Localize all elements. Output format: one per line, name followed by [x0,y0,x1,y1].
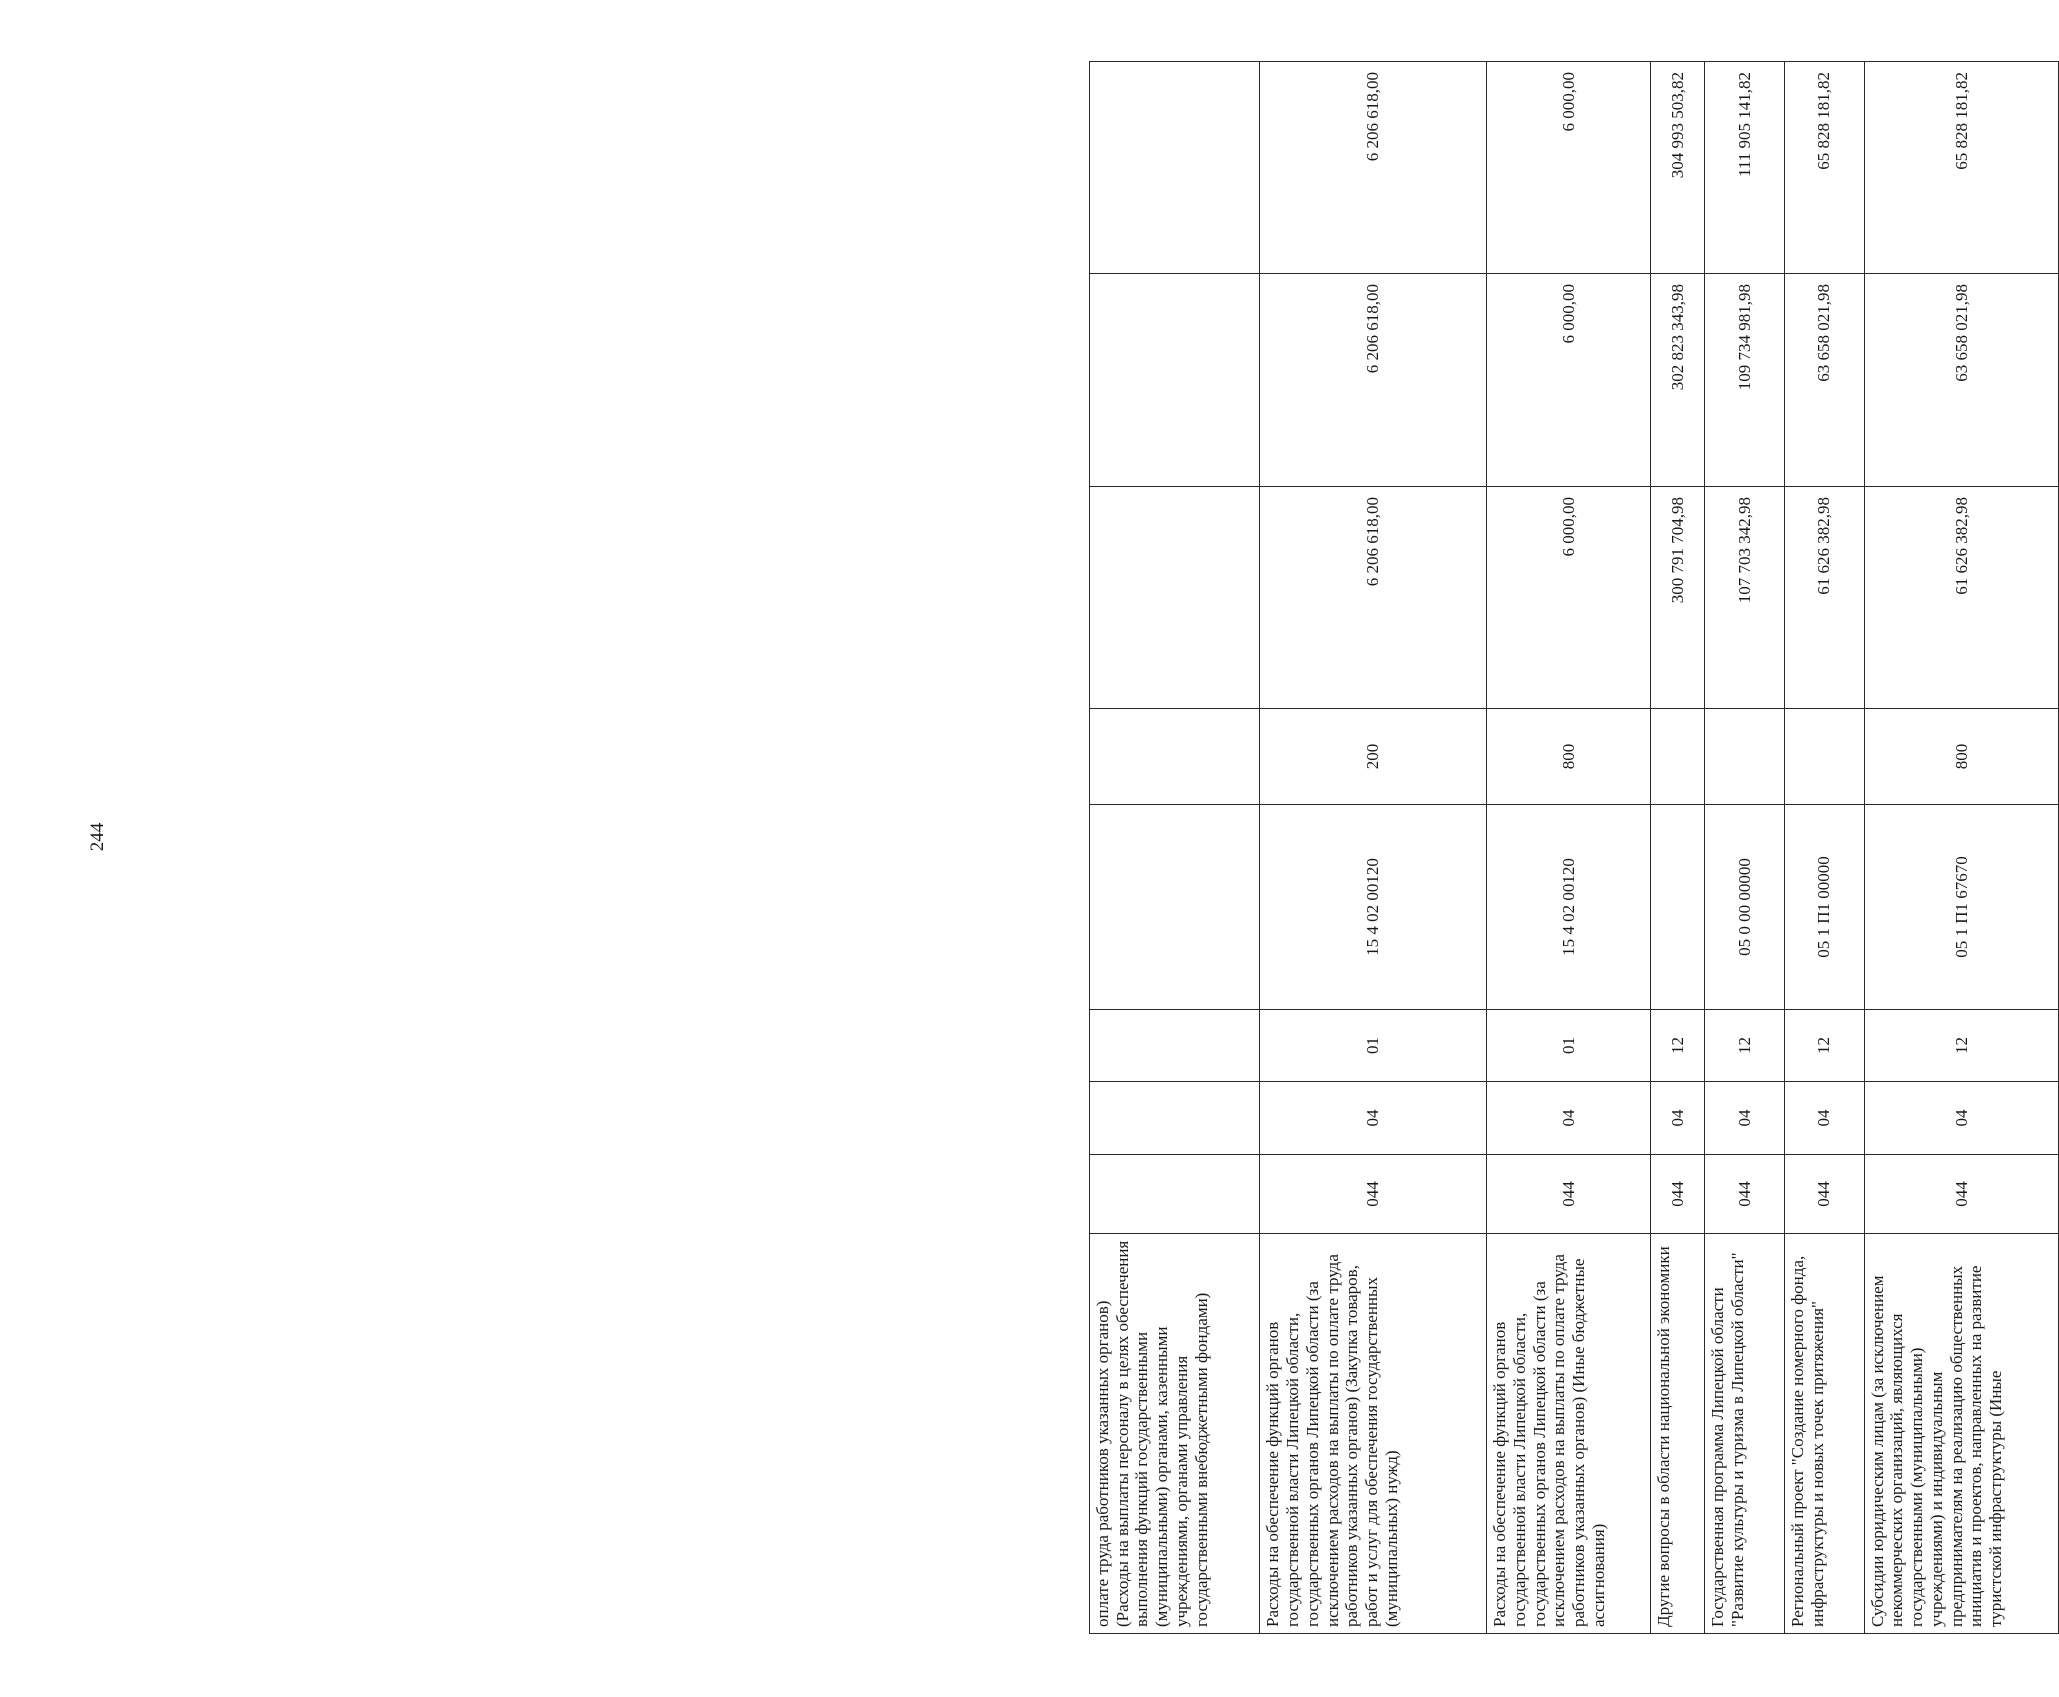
subsection-code: 12 [1784,1010,1864,1082]
row-description: Другие вопросы в области национальной экономики [1651,1234,1705,1634]
budget-table [1089,61,2059,1634]
table-row [1705,62,1785,1634]
row-description: Государственная программа Липецкой области "Развитие культуры и туризма в Липецкой области" [1705,1234,1785,1634]
section-code: 04 [1705,1082,1785,1155]
amount-year-3 [1090,62,1260,274]
ministry-code: 044 [1651,1155,1705,1234]
section-code: 04 [1487,1082,1651,1155]
amount-year-1: 300 791 704,98 [1651,487,1705,709]
ministry-code: 044 [1487,1155,1651,1234]
subsection-code: 12 [1705,1010,1785,1082]
ministry-code: 044 [1705,1155,1785,1234]
expense-type-code: 200 [1260,709,1487,805]
page-number: 244 [87,822,108,852]
amount-year-1: 61 626 382,98 [1864,487,2058,709]
amount-year-3: 304 993 503,82 [1651,62,1705,274]
amount-year-2 [1090,274,1260,487]
section-code: 04 [1864,1082,2058,1155]
amount-year-2: 6 000,00 [1487,274,1651,487]
target-article-code: 05 1 П1 00000 [1784,805,1864,1010]
expense-type-code [1090,709,1260,805]
amount-year-3: 6 000,00 [1487,62,1651,274]
ministry-code: 044 [1784,1155,1864,1234]
table-row [1487,62,1651,1634]
amount-year-2: 63 658 021,98 [1864,274,2058,487]
expense-type-code [1651,709,1705,805]
subsection-code: 01 [1487,1010,1651,1082]
target-article-code [1651,805,1705,1010]
amount-year-2: 63 658 021,98 [1784,274,1864,487]
table-row [1651,62,1705,1634]
section-code [1090,1082,1260,1155]
subsection-code [1090,1010,1260,1082]
expense-type-code [1705,709,1785,805]
amount-year-1: 6 206 618,00 [1260,487,1487,709]
row-description: Субсидии юридическим лицам (за исключением некоммерческих организаций, являющихся государственными (муниципальными) учреждениями) и индивидуальным предпринимателям на реализацию общественных инициатив и проектов, направленных на развитие туристской инфраструктуры (Иные [1864,1234,2058,1634]
subsection-code: 12 [1651,1010,1705,1082]
row-description: оплате труда работников указанных органов) (Расходы на выплаты персоналу в целях обеспечения выполнения функций государственными (муниципальными) органами, казенными учреждениями, органами управления государственными внебюджетными фондами) [1090,1234,1260,1634]
row-description: Региональный проект "Создание номерного фонда, инфраструктуры и новых точек притяжения" [1784,1234,1864,1634]
subsection-code: 01 [1260,1010,1487,1082]
amount-year-3: 111 905 141,82 [1705,62,1785,274]
row-description: Расходы на обеспечение функций органов государственной власти Липецкой области, государственных органов Липецкой области (за исключением расходов на выплаты по оплате труда работников указанных органов) (Иные бюджетные ассигнования) [1487,1234,1651,1634]
expense-type-code: 800 [1864,709,2058,805]
subsection-code: 12 [1864,1010,2058,1082]
expense-type-code [1784,709,1864,805]
amount-year-3: 65 828 181,82 [1784,62,1864,274]
amount-year-1: 6 000,00 [1487,487,1651,709]
section-code: 04 [1651,1082,1705,1155]
ministry-code: 044 [1260,1155,1487,1234]
table-row [1784,62,1864,1634]
target-article-code: 15 4 02 00120 [1487,805,1651,1010]
target-article-code: 15 4 02 00120 [1260,805,1487,1010]
table-row [1864,62,2058,1634]
ministry-code: 044 [1864,1155,2058,1234]
amount-year-3: 65 828 181,82 [1864,62,2058,274]
section-code: 04 [1260,1082,1487,1155]
table-row [1090,62,1260,1634]
budget-table-container [1089,62,2059,1634]
target-article-code: 05 1 П1 67670 [1864,805,2058,1010]
amount-year-1 [1090,487,1260,709]
amount-year-1: 107 703 342,98 [1705,487,1785,709]
row-description: Расходы на обеспечение функций органов государственной власти Липецкой области, государственных органов Липецкой области (за исключением расходов на выплаты по оплате труда работников указанных органов) (Закупка товаров, работ и услуг для обеспечения государственных (муниципальных) нужд) [1260,1234,1487,1634]
amount-year-3: 6 206 618,00 [1260,62,1487,274]
target-article-code: 05 0 00 00000 [1705,805,1785,1010]
amount-year-2: 6 206 618,00 [1260,274,1487,487]
target-article-code [1090,805,1260,1010]
amount-year-1: 61 626 382,98 [1784,487,1864,709]
amount-year-2: 302 823 343,98 [1651,274,1705,487]
table-body [1090,62,2059,1634]
amount-year-2: 109 734 981,98 [1705,274,1785,487]
section-code: 04 [1784,1082,1864,1155]
table-row [1260,62,1487,1634]
ministry-code [1090,1155,1260,1234]
expense-type-code: 800 [1487,709,1651,805]
